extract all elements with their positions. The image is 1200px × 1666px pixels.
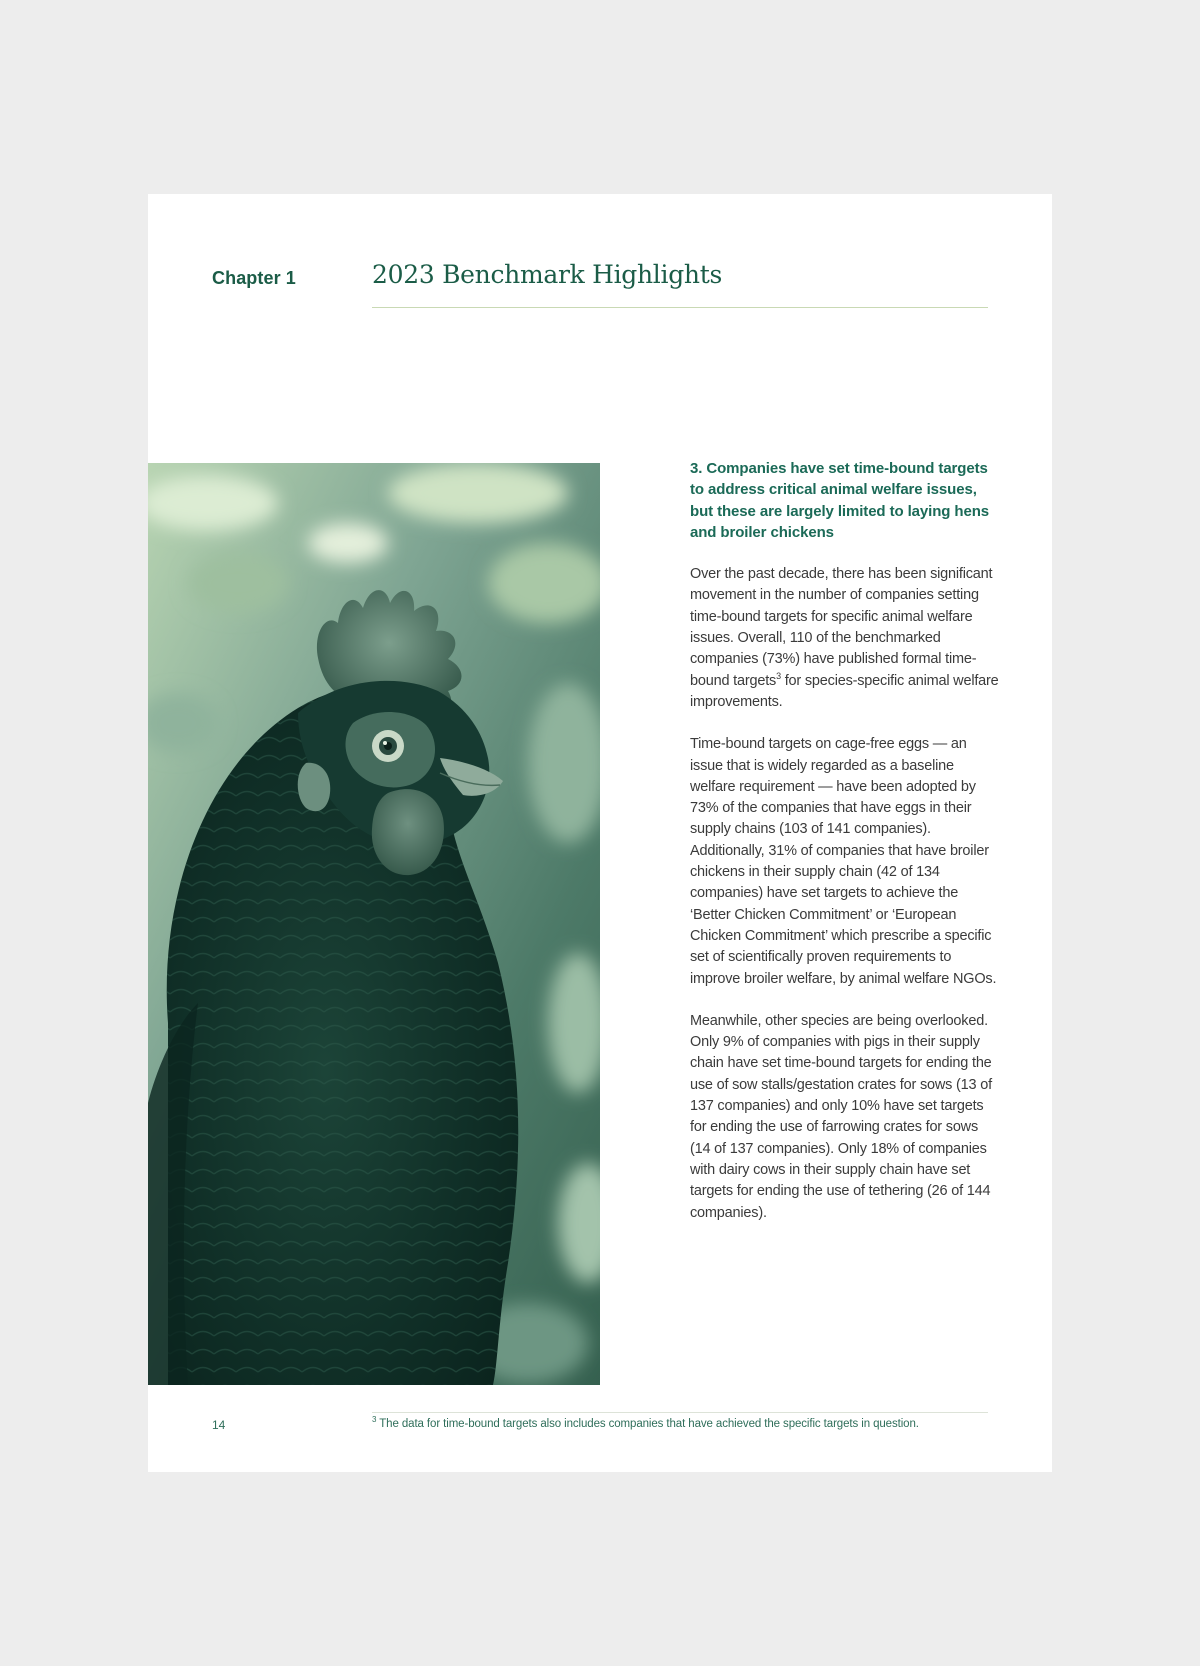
chicken-photo bbox=[148, 463, 600, 1385]
paragraph-intro-tail: for species-specific animal welfare improvements. bbox=[690, 672, 999, 710]
chapter-label: Chapter 1 bbox=[212, 268, 296, 288]
chicken-illustration bbox=[148, 463, 600, 1385]
paragraph-cage-free: Time-bound targets on cage-free eggs — an issue that is widely regarded as a baseline welfare requirement — have been adopted by 73% of the companies that have eggs in their supply chains (103 of 141 companies). Additionally, 31% of companies that have broiler chickens in their supply chain (42 of 134 companies) have set targets to achieve the ‘Better Chicken Commitment’ or ‘European Chicken Commitment’ which prescribe a specific set of scientifically proven requirements to improve broiler welfare, by animal welfare NGOs. bbox=[690, 736, 997, 987]
paragraph-other-species: Meanwhile, other species are being overlooked. Only 9% of companies with pigs in their supply chain have set time-bound targets for ending the use of sow stalls/gestation crates for sows (13 of 137 companies) and only 10% have set targets for ending the use of farrowing crates for sows (14 of 137 companies). Only 18% of companies with dairy cows in their supply chain have set targets for ending the use of tethering (26 of 144 companies). bbox=[690, 1012, 992, 1221]
paragraph-intro-text: Over the past decade, there has been significant movement in the number of companies setting time-bound targets for specific animal welfare issues. Overall, 110 of the benchmarked companies (73%) have published formal time-bound targets bbox=[690, 566, 993, 689]
footnote-reference: 3 bbox=[776, 670, 781, 681]
paragraph-intro bbox=[690, 564, 1000, 713]
text-column bbox=[690, 458, 1000, 1245]
section-heading: 3. Companies have set time-bound targets to address critical animal welfare issues, but these are largely limited to laying hens and broiler chickens bbox=[690, 460, 990, 541]
page-title: 2023 Benchmark Highlights bbox=[372, 260, 722, 289]
title-divider bbox=[372, 307, 988, 308]
footnote-marker: 3 bbox=[372, 1415, 377, 1425]
document-page bbox=[148, 194, 1052, 1472]
page-number: 14 bbox=[212, 1418, 226, 1432]
footnote bbox=[372, 1415, 988, 1430]
footnote-text: The data for time-bound targets also includes companies that have achieved the specific targets in question. bbox=[376, 1418, 919, 1430]
footer-divider bbox=[372, 1412, 988, 1413]
